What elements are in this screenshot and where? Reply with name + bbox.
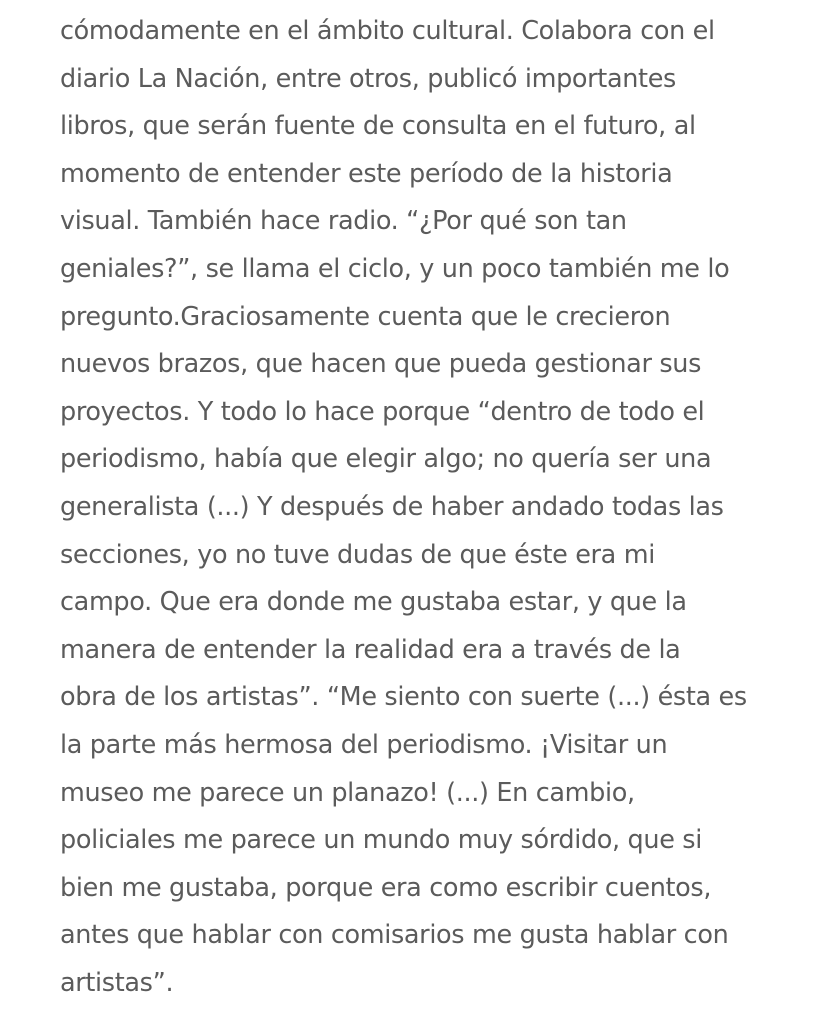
paragraph-line: libros, que serán fuente de consulta en el futuro, al <box>60 111 696 142</box>
paragraph-line: periodismo, había que elegir algo; no quería ser una <box>60 444 712 475</box>
paragraph-line: campo. Que era donde me gustaba estar, y que la <box>60 587 687 618</box>
paragraph-line: visual. También hace radio. “¿Por qué son tan <box>60 206 627 237</box>
paragraph-line: momento de entender este período de la historia <box>60 158 673 189</box>
paragraph-line: antes que hablar con comisarios me gusta hablar con <box>60 920 729 951</box>
paragraph-line: policiales me parece un mundo muy sórdido, que si <box>60 825 702 856</box>
paragraph-line: cómodamente en el ámbito cultural. Colabora con el <box>60 16 715 46</box>
paragraph-line: obra de los artistas”. “Me siento con suerte (...) ésta es <box>60 682 747 713</box>
paragraph-line: generalista (...) Y después de haber andado todas las <box>60 491 724 522</box>
paragraph-line: artistas”. <box>60 967 174 998</box>
paragraph-line: pregunto.Graciosamente cuenta que le crecieron <box>60 301 671 332</box>
paragraph-line: la parte más hermosa del periodismo. ¡Visitar un <box>60 729 668 760</box>
paragraph-line: manera de entender la realidad era a través de la <box>60 634 681 665</box>
paragraph-line: nuevos brazos, que hacen que pueda gestionar sus <box>60 349 702 380</box>
paragraph-line: museo me parece un planazo! (...) En cambio, <box>60 777 635 808</box>
paragraph-line: bien me gustaba, porque era como escribir cuentos, <box>60 872 712 903</box>
article-paragraph <box>60 8 800 1007</box>
paragraph-line: diario La Nación, entre otros, publicó importantes <box>60 63 676 94</box>
paragraph-line: proyectos. Y todo lo hace porque “dentro de todo el <box>60 396 705 427</box>
paragraph-line: geniales?”, se llama el ciclo, y un poco también me lo <box>60 253 730 284</box>
paragraph-line: secciones, yo no tuve dudas de que éste era mi <box>60 539 655 570</box>
